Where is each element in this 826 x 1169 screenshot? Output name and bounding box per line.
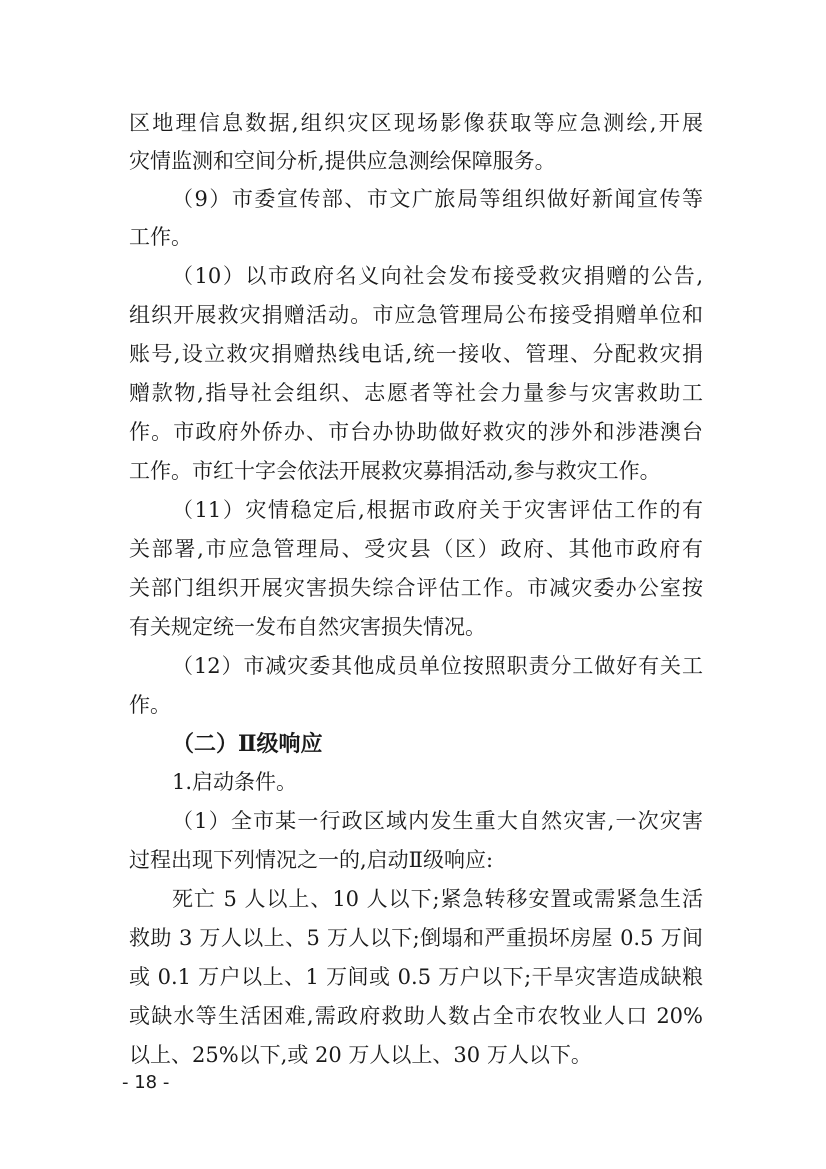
text-line: 赠款物,指导社会组织、志愿者等社会力量参与灾害救助工 — [129, 381, 703, 405]
text-line: 有关规定统一发布自然灾害损失情况。 — [129, 615, 486, 639]
page-number: - 18 - — [122, 1072, 170, 1093]
text-line: 作。 — [129, 693, 171, 717]
text-line: 或缺水等生活困难,需政府救助人数占全市农牧业人口 20% — [129, 1004, 703, 1028]
section-heading: （二）Ⅱ级响应 — [172, 731, 323, 757]
text-line: （11）灾情稳定后,根据市政府关于灾害评估工作的有 — [172, 498, 703, 522]
text-line: 工作。 — [129, 225, 192, 249]
text-line: 灾情监测和空间分析,提供应急测绘保障服务。 — [129, 149, 556, 173]
text-line: 作。市政府外侨办、市台办协助做好救灾的涉外和涉港澳台 — [129, 420, 703, 444]
text-line: 以上、25%以下,或 20 万人以上、30 万人以下。 — [129, 1043, 592, 1067]
text-line: （9）市委宣传部、市文广旅局等组织做好新闻宣传等 — [172, 187, 703, 211]
text-line: 关部署,市应急管理局、受灾县（区）政府、其他市政府有 — [129, 537, 703, 561]
text-line: 过程出现下列情况之一的,启动Ⅱ级响应: — [129, 848, 494, 872]
text-line: 救助 3 万人以上、5 万人以下;倒塌和严重损坏房屋 0.5 万间 — [129, 926, 703, 950]
text-line: （1）全市某一行政区域内发生重大自然灾害,一次灾害 — [172, 809, 703, 833]
text-line: 关部门组织开展灾害损失综合评估工作。市减灾委办公室按 — [129, 576, 703, 600]
text-line: （12）市减灾委其他成员单位按照职责分工做好有关工 — [172, 654, 703, 678]
text-line: 死亡 5 人以上、10 人以下;紧急转移安置或需紧急生活 — [172, 887, 703, 911]
text-line: 1.启动条件。 — [172, 770, 298, 794]
text-line: 区地理信息数据,组织灾区现场影像获取等应急测绘,开展 — [129, 111, 703, 135]
text-line: （10）以市政府名义向社会发布接受救灾捐赠的公告, — [172, 264, 703, 288]
text-line: 账号,设立救灾捐赠热线电话,统一接收、管理、分配救灾捐 — [129, 342, 703, 366]
text-line: 组织开展救灾捐赠活动。市应急管理局公布接受捐赠单位和 — [129, 303, 703, 327]
text-line: 工作。市红十字会依法开展救灾募捐活动,参与救灾工作。 — [129, 459, 661, 483]
text-line: 或 0.1 万户以上、1 万间或 0.5 万户以下;干旱灾害造成缺粮 — [129, 965, 703, 989]
